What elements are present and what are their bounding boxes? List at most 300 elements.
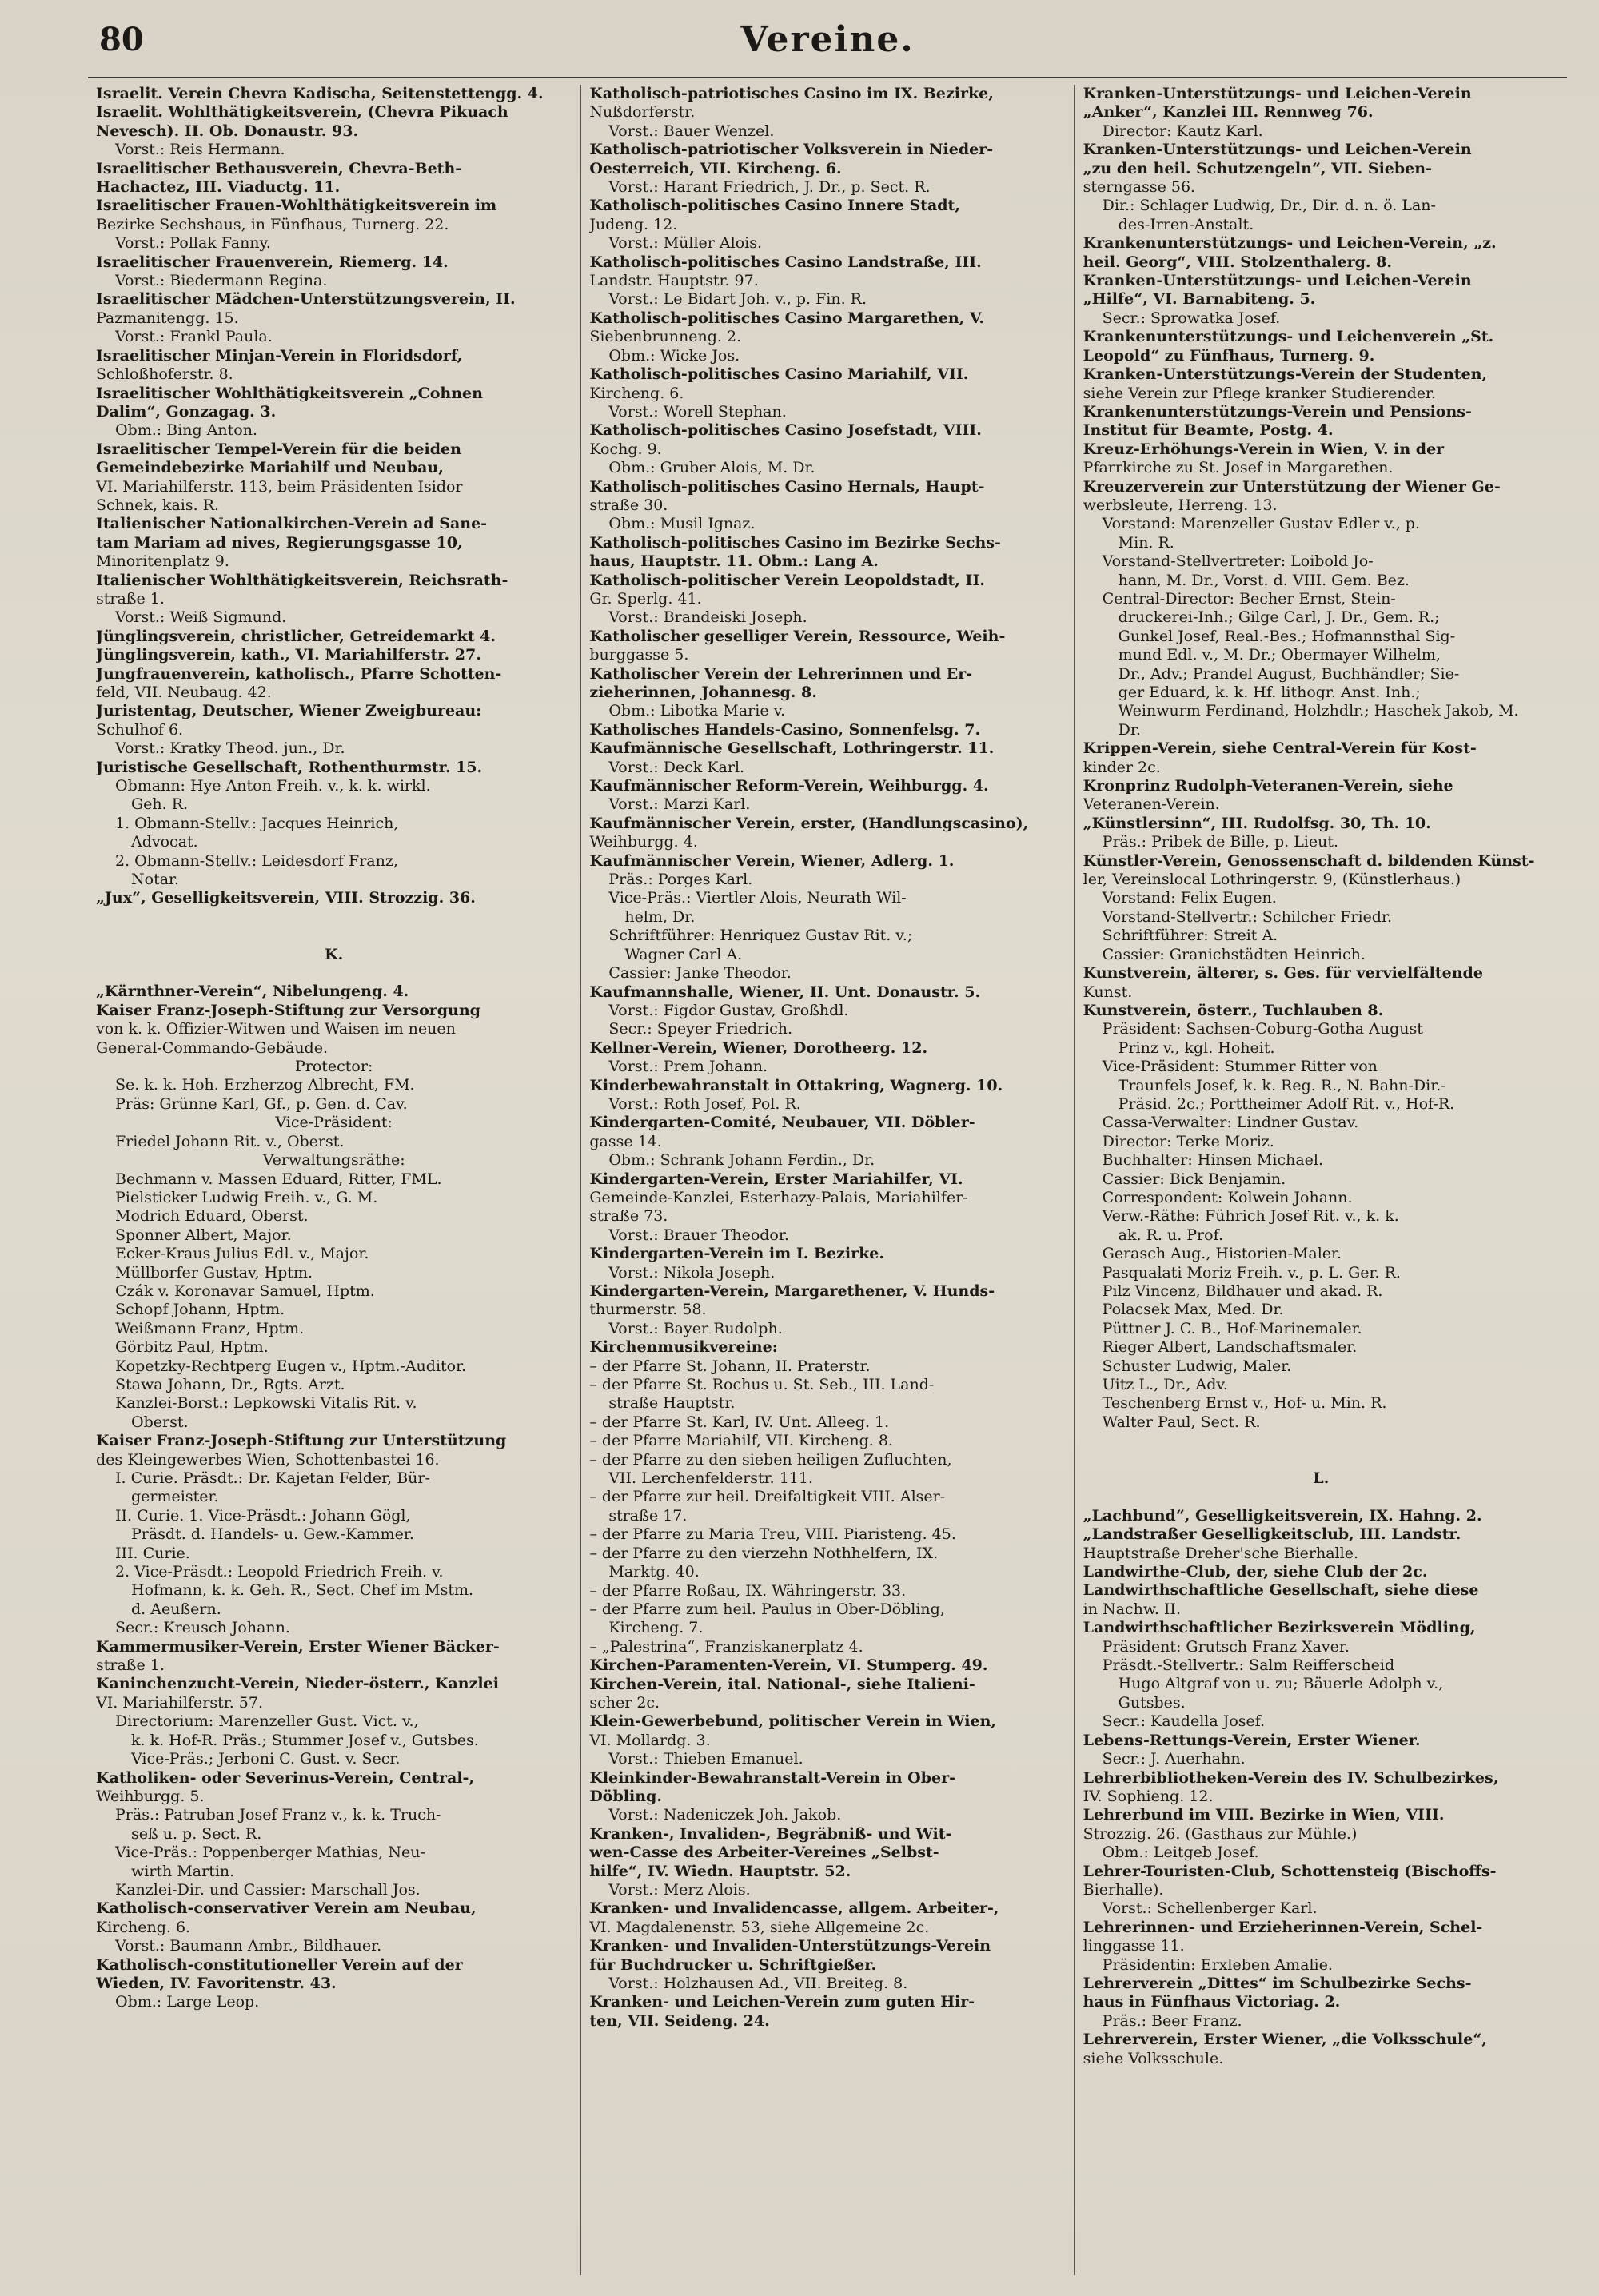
entry-line: Vorst.: Schellenberger Karl. bbox=[1102, 1899, 1318, 1918]
entry-line: Director: Terke Moriz. bbox=[1102, 1132, 1274, 1150]
entry-line: Dir.: Schlager Ludwig, Dr., Dir. d. n. ö. Lan- bbox=[1102, 197, 1436, 215]
entry-line: Hofmann, k. k. Geh. R., Sect. Chef im Mstm. bbox=[131, 1581, 474, 1600]
entry-line: ak. R. u. Prof. bbox=[1118, 1226, 1223, 1244]
entry-line: Vorstand-Stellvertreter: Loibold Jo- bbox=[1102, 552, 1374, 571]
entry-line: Geh. R. bbox=[131, 795, 189, 814]
entry-heading: für Buchdrucker u. Schriftgießer. bbox=[589, 1955, 877, 1974]
entry-line: VI. Magdalenenstr. 53, siehe Allgemeine 2c. bbox=[589, 1918, 930, 1936]
entry-line: Weihburgg. 5. bbox=[96, 1787, 205, 1805]
entry-line: Siebenbrunneng. 2. bbox=[589, 328, 742, 346]
entry-heading: „Anker“, Kanzlei III. Rennweg 76. bbox=[1083, 103, 1374, 122]
entry-line: Obm.: Wicke Jos. bbox=[608, 346, 740, 365]
entry-line: Stawa Johann, Dr., Rgts. Arzt. bbox=[115, 1375, 345, 1393]
entry-line: Uitz L., Dr., Adv. bbox=[1102, 1376, 1228, 1394]
entry-line: Bechmann v. Massen Eduard, Ritter, FML. bbox=[115, 1170, 442, 1188]
entry-heading: Wieden, IV. Favoritenstr. 43. bbox=[96, 1974, 337, 1992]
entry-heading: Kunstverein, älterer, s. Ges. für vervielfältende bbox=[1083, 964, 1483, 983]
entry-line: Gunkel Josef, Real.-Bes.; Hofmannsthal Sig- bbox=[1118, 627, 1456, 645]
entry-line: Kircheng. 6. bbox=[589, 384, 684, 402]
entry-line: General-Commando-Gebäude. bbox=[96, 1038, 329, 1057]
entry-line: Modrich Eduard, Oberst. bbox=[115, 1207, 309, 1226]
spacer bbox=[96, 908, 572, 927]
entry-heading: Katholisch-politisches Casino Innere Stadt, bbox=[589, 197, 960, 215]
entry-heading: Oesterreich, VII. Kircheng. 6. bbox=[589, 159, 842, 177]
entry-line: – „Palestrina“, Franziskanerplatz 4. bbox=[589, 1637, 863, 1656]
entry-line: Ecker-Kraus Julius Edl. v., Major. bbox=[115, 1245, 369, 1263]
entry-line: Min. R. bbox=[1118, 533, 1174, 552]
entry-heading: Landwirthe-Club, der, siehe Club der 2c. bbox=[1083, 1563, 1428, 1581]
entry-line: k. k. Hof-R. Präs.; Stummer Josef v., Gutsbes. bbox=[131, 1731, 479, 1749]
entry-line: Präs: Grünne Karl, Gf., p. Gen. d. Cav. bbox=[115, 1094, 408, 1113]
entry-line: straße 30. bbox=[589, 496, 668, 514]
entry-line: Vorst.: Bauer Wenzel. bbox=[608, 122, 775, 140]
entry-line: Präs.: Porges Karl. bbox=[608, 871, 753, 889]
entry-heading: Kaufmännischer Verein, Wiener, Adlerg. 1. bbox=[589, 851, 955, 870]
entry-line: Landstr. Hauptstr. 97. bbox=[589, 272, 759, 290]
entry-heading: Kaiser Franz-Joseph-Stiftung zur Versorgung bbox=[96, 1001, 480, 1019]
entry-line: Hugo Altgraf von u. zu; Bäuerle Adolph v., bbox=[1118, 1675, 1444, 1693]
entry-line: Kopetzky-Rechtperg Eugen v., Hptm.-Auditor. bbox=[115, 1357, 467, 1375]
entry-line: Minoritenplatz 9. bbox=[96, 552, 229, 571]
entry-heading: Lehrerverein, Erster Wiener, „die Volksschule“, bbox=[1083, 2031, 1487, 2049]
entry-line: Pielsticker Ludwig Freih. v., G. M. bbox=[115, 1188, 378, 1206]
entry-line: Cassier: Janke Theodor. bbox=[608, 964, 792, 983]
entry-line: Veteranen-Verein. bbox=[1083, 795, 1220, 814]
entry-line: Vorst.: Merz Alois. bbox=[608, 1881, 751, 1899]
entry-line: druckerei-Inh.; Gilge Carl, J. Dr., Gem. R.; bbox=[1118, 608, 1440, 627]
entry-heading: Kranken-Unterstützungs- und Leichen-Verein bbox=[1083, 85, 1472, 102]
entry-heading: Israelitischer Frauen-Wohlthätigkeitsverein im bbox=[96, 197, 497, 215]
entry-heading: Kindergarten-Verein, Margarethener, V. Hunds- bbox=[589, 1282, 995, 1300]
entry-line: Obm.: Leitgeb Josef. bbox=[1102, 1844, 1259, 1862]
entry-heading: Kunstverein, österr., Tuchlauben 8. bbox=[1083, 1001, 1384, 1019]
entry-heading: Kaufmännische Gesellschaft, Lothringerstr. 11. bbox=[589, 739, 995, 758]
entry-line: – der Pfarre zu Maria Treu, VIII. Piaristeng. 45. bbox=[589, 1525, 956, 1544]
entry-heading: Kellner-Verein, Wiener, Dorotheerg. 12. bbox=[589, 1038, 928, 1057]
entry-line: Vorst.: Müller Alois. bbox=[608, 234, 763, 253]
entry-heading: ten, VII. Seideng. 24. bbox=[589, 2011, 770, 2030]
entry-line: Cassier: Bick Benjamin. bbox=[1102, 1170, 1286, 1188]
entry-line: burggasse 5. bbox=[589, 646, 689, 664]
entry-line: straße 1. bbox=[96, 589, 165, 608]
spacer bbox=[1083, 1432, 1559, 1450]
entry-line: VI. Mollardg. 3. bbox=[589, 1731, 711, 1749]
entry-line: Hauptstraße Dreher'sche Bierhalle. bbox=[1083, 1544, 1358, 1562]
entry-line: Secr.: Sprowatka Josef. bbox=[1102, 309, 1281, 327]
entry-line: Präsidentin: Erxleben Amalie. bbox=[1102, 1955, 1333, 1974]
entry-line: Obmann: Hye Anton Freih. v., k. k. wirkl. bbox=[115, 777, 431, 795]
entry-line: – der Pfarre zu den sieben heiligen Zufluchten, bbox=[589, 1450, 952, 1469]
entry-heading: „Landstraßer Geselligkeitsclub, III. Landstr. bbox=[1083, 1525, 1461, 1544]
entry-line: Kunst. bbox=[1083, 983, 1133, 1001]
entry-line: Judeng. 12. bbox=[589, 215, 678, 233]
entry-line: Vice-Präs.: Viertler Alois, Neurath Wil- bbox=[608, 889, 907, 907]
entry-line: Schloßhoferstr. 8. bbox=[96, 365, 233, 384]
entry-line: Vorstand-Stellvertr.: Schilcher Friedr. bbox=[1102, 907, 1392, 926]
entry-heading: Kranken- und Leichen-Verein zum guten Hir- bbox=[589, 1993, 975, 2011]
entry-line: in Nachw. II. bbox=[1083, 1600, 1181, 1618]
subheading: Vice-Präsident: bbox=[275, 1114, 393, 1132]
entry-line: IV. Sophieng. 12. bbox=[1083, 1787, 1214, 1805]
entry-line: von k. k. Offizier-Witwen und Waisen im neuen bbox=[96, 1020, 456, 1038]
entry-heading: Lehrerbund im VIII. Bezirke in Wien, VIII. bbox=[1083, 1806, 1445, 1824]
entry-line: Vorstand: Felix Eugen. bbox=[1102, 889, 1277, 907]
entry-line: Görbitz Paul, Hptm. bbox=[115, 1338, 269, 1357]
entry-heading: Katholisch-politisches Casino Margarethen, V. bbox=[589, 309, 984, 327]
entry-line: Schulhof 6. bbox=[96, 720, 184, 739]
entry-line: scher 2c. bbox=[589, 1693, 660, 1712]
entry-heading: tam Mariam ad nives, Regierungsgasse 10, bbox=[96, 533, 463, 552]
entry-line: Schuster Ludwig, Maler. bbox=[1102, 1357, 1292, 1375]
entry-heading: Lehrer-Touristen-Club, Schottensteig (Bischoffs- bbox=[1083, 1862, 1497, 1880]
entry-line: Vorst.: Biedermann Regina. bbox=[115, 272, 328, 290]
entry-line: Dr., Adv.; Prandel August, Buchhändler; Sie- bbox=[1118, 664, 1460, 683]
entry-line: mund Edl. v., M. Dr.; Obermayer Wilhelm, bbox=[1118, 646, 1441, 664]
entry-heading: Kinderbewahranstalt in Ottakring, Wagnerg. 10. bbox=[589, 1076, 1003, 1094]
entry-line: thurmerstr. 58. bbox=[589, 1301, 707, 1319]
entry-heading: Kirchen-Verein, ital. National-, siehe Italieni- bbox=[589, 1675, 975, 1693]
entry-line: – der Pfarre Mariahilf, VII. Kircheng. 8. bbox=[589, 1432, 893, 1450]
entry-heading: Lebens-Rettungs-Verein, Erster Wiener. bbox=[1083, 1731, 1421, 1749]
entry-line: – der Pfarre zum heil. Paulus in Ober-Döbling, bbox=[589, 1600, 945, 1618]
entry-heading: Israelitischer Mädchen-Unterstützungsverein, II. bbox=[96, 290, 516, 309]
entry-line: linggasse 11. bbox=[1083, 1937, 1185, 1955]
entry-line: Directorium: Marenzeller Gust. Vict. v., bbox=[115, 1712, 419, 1731]
entry-line: Schnek, kais. R. bbox=[96, 496, 220, 514]
entry-heading: Krippen-Verein, siehe Central-Verein für Kost- bbox=[1083, 739, 1477, 758]
entry-line: Kanzlei-Dir. und Cassier: Marschall Jos. bbox=[115, 1880, 421, 1899]
text-columns bbox=[88, 85, 1567, 2275]
entry-heading: wen-Casse des Arbeiter-Vereines „Selbst- bbox=[589, 1844, 939, 1862]
entry-line: III. Curie. bbox=[115, 1544, 190, 1562]
entry-heading: „Kärnthner-Verein“, Nibelungeng. 4. bbox=[96, 983, 409, 1001]
entry-heading: Leopold“ zu Fünfhaus, Turnerg. 9. bbox=[1083, 346, 1375, 365]
entry-line: Czák v. Koronavar Samuel, Hptm. bbox=[115, 1282, 375, 1300]
entry-heading: Israelitischer Tempel-Verein für die beiden bbox=[96, 440, 461, 458]
entry-heading: Katholisch-conservativer Verein am Neubau, bbox=[96, 1899, 477, 1918]
entry-heading: Israelit. Verein Chevra Kadischa, Seitenstettengg. 4. bbox=[96, 85, 544, 102]
entry-line: – der Pfarre St. Rochus u. St. Seb., III. Land- bbox=[589, 1376, 935, 1394]
entry-line: Advocat. bbox=[131, 833, 198, 851]
entry-line: Vorst.: Holzhausen Ad., VII. Breiteg. 8. bbox=[608, 1975, 908, 1993]
entry-heading: hilfe“, IV. Wiedn. Hauptstr. 52. bbox=[589, 1862, 851, 1880]
entry-heading: Katholisch-patriotischer Volksverein in Nieder- bbox=[589, 141, 994, 159]
entry-line: Pfarrkirche zu St. Josef in Margarethen. bbox=[1083, 459, 1394, 477]
entry-line: ler, Vereinslocal Lothringerstr. 9, (Künstlerhaus.) bbox=[1083, 871, 1461, 889]
entry-heading: Kirchenmusikvereine: bbox=[589, 1338, 778, 1357]
entry-line: des Kleingewerbes Wien, Schottenbastei 16. bbox=[96, 1450, 440, 1469]
entry-line: Prinz v., kgl. Hoheit. bbox=[1118, 1038, 1275, 1057]
entry-line: Pilz Vincenz, Bildhauer und akad. R. bbox=[1102, 1282, 1383, 1300]
entry-line: Secr.: J. Auerhahn. bbox=[1102, 1750, 1246, 1768]
entry-heading: Kleinkinder-Bewahranstalt-Verein in Ober- bbox=[589, 1768, 955, 1787]
entry-line: Marktg. 40. bbox=[608, 1563, 700, 1581]
entry-line: Präsident: Grutsch Franz Xaver. bbox=[1102, 1637, 1350, 1656]
entry-heading: Jünglingsverein, christlicher, Getreidemarkt 4. bbox=[96, 627, 496, 645]
entry-heading: Israelitischer Minjan-Verein in Floridsdorf, bbox=[96, 346, 463, 365]
entry-heading: Katholisches Handels-Casino, Sonnenfelsg. 7. bbox=[589, 720, 981, 739]
entry-heading: Dalim“, Gonzagag. 3. bbox=[96, 402, 277, 421]
entry-line: Vorst.: Brauer Theodor. bbox=[608, 1226, 789, 1244]
entry-heading: Kaufmännischer Verein, erster, (Handlungscasino), bbox=[589, 814, 1029, 832]
entry-line: Gerasch Aug., Historien-Maler. bbox=[1102, 1245, 1342, 1263]
entry-heading: „Jux“, Geselligkeitsverein, VIII. Strozzig. 36. bbox=[96, 889, 476, 907]
entry-heading: Katholisch-constitutioneller Verein auf der bbox=[96, 1955, 463, 1974]
entry-line: Vorst.: Kratky Theod. jun., Dr. bbox=[115, 739, 345, 758]
entry-heading: „Lachbund“, Geselligkeitsverein, IX. Hahng. 2. bbox=[1083, 1506, 1482, 1525]
page-number: 80 bbox=[99, 21, 144, 58]
entry-heading: heil. Georg“, VIII. Stolzenthalerg. 8. bbox=[1083, 253, 1392, 271]
entry-heading: Kaninchenzucht-Verein, Nieder-österr., Kanzlei bbox=[96, 1675, 499, 1693]
entry-line: straße 73. bbox=[589, 1207, 668, 1226]
entry-heading: Katholisch-politischer Verein Leopoldstadt, II. bbox=[589, 571, 985, 589]
entry-line: Vorstand: Marenzeller Gustav Edler v., p. bbox=[1102, 515, 1421, 533]
entry-line: Vorst.: Le Bidart Joh. v., p. Fin. R. bbox=[608, 290, 867, 309]
entry-line: straße 1. bbox=[96, 1656, 165, 1675]
entry-heading: Künstler-Verein, Genossenschaft d. bildenden Künst- bbox=[1083, 851, 1535, 870]
entry-line: Kanzlei-Borst.: Lepkowski Vitalis Rit. v. bbox=[115, 1394, 417, 1413]
entry-line: feld, VII. Neubaug. 42. bbox=[96, 684, 272, 701]
entry-line: Dr. bbox=[1118, 720, 1141, 739]
entry-line: Präs.: Pribek de Bille, p. Lieut. bbox=[1102, 833, 1339, 851]
entry-line: Müllborfer Gustav, Hptm. bbox=[115, 1263, 313, 1282]
entry-line: Oberst. bbox=[131, 1413, 189, 1431]
section-letter: K. bbox=[325, 945, 344, 963]
spacer bbox=[1083, 1488, 1559, 1506]
entry-line: werbsleute, Herreng. 13. bbox=[1083, 496, 1278, 514]
entry-line: siehe Verein zur Pflege kranker Studierender. bbox=[1083, 384, 1437, 402]
entry-line: Gr. Sperlg. 41. bbox=[589, 589, 702, 608]
entry-line: Teschenberg Ernst v., Hof- u. Min. R. bbox=[1102, 1394, 1387, 1413]
entry-line: Schriftführer: Streit A. bbox=[1102, 927, 1278, 945]
entry-heading: Katholisch-patriotisches Casino im IX. Bezirke, bbox=[589, 85, 994, 102]
entry-line: seß u. p. Sect. R. bbox=[131, 1824, 262, 1843]
entry-line: Sponner Albert, Major. bbox=[115, 1226, 292, 1244]
entry-line: Strozzig. 26. (Gasthaus zur Mühle.) bbox=[1083, 1824, 1358, 1843]
entry-heading: Katholiken- oder Severinus-Verein, Central-, bbox=[96, 1768, 475, 1787]
entry-line: Buchhalter: Hinsen Michael. bbox=[1102, 1151, 1324, 1170]
entry-line: Vorst.: Reis Hermann. bbox=[115, 141, 285, 159]
entry-heading: haus in Fünfhaus Victoriag. 2. bbox=[1083, 1993, 1341, 2011]
column-left bbox=[88, 85, 580, 2275]
entry-line: siehe Volksschule. bbox=[1083, 2049, 1224, 2067]
entry-line: Central-Director: Becher Ernst, Stein- bbox=[1102, 589, 1396, 608]
column-middle bbox=[580, 85, 1073, 2275]
entry-line: Präsdt.-Stellvertr.: Salm Reifferscheid bbox=[1102, 1656, 1395, 1675]
entry-line: Traunfels Josef, k. k. Reg. R., N. Bahn-Dir.- bbox=[1118, 1076, 1446, 1094]
entry-line: Weihburgg. 4. bbox=[589, 833, 698, 851]
entry-line: Weißmann Franz, Hptm. bbox=[115, 1319, 305, 1337]
entry-line: Kircheng. 6. bbox=[96, 1918, 191, 1936]
entry-line: hann, M. Dr., Vorst. d. VIII. Gem. Bez. bbox=[1118, 571, 1410, 589]
entry-line: Vorst.: Marzi Karl. bbox=[608, 795, 751, 814]
entry-line: – der Pfarre zu den vierzehn Nothhelfern, IX. bbox=[589, 1544, 939, 1562]
entry-heading: Israelitischer Bethausverein, Chevra-Beth- bbox=[96, 159, 462, 177]
entry-line: 2. Vice-Präsdt.: Leopold Friedrich Freih. v. bbox=[115, 1563, 444, 1581]
entry-heading: zieherinnen, Johannesg. 8. bbox=[589, 684, 817, 701]
entry-line: Präsident: Sachsen-Coburg-Gotha August bbox=[1102, 1020, 1423, 1038]
entry-heading: Juristische Gesellschaft, Rothenthurmstr. 15. bbox=[96, 758, 483, 776]
entry-heading: Kaufmannshalle, Wiener, II. Unt. Donaustr. 5. bbox=[589, 983, 981, 1001]
entry-line: Walter Paul, Sect. R. bbox=[1102, 1413, 1261, 1431]
entry-heading: Krankenunterstützungs- und Leichenverein „St. bbox=[1083, 328, 1494, 346]
entry-heading: Katholisch-politisches Casino Josefstadt, VIII. bbox=[589, 421, 982, 440]
entry-heading: Kirchen-Paramenten-Verein, VI. Stumperg. 49. bbox=[589, 1656, 988, 1675]
entry-line: – der Pfarre zur heil. Dreifaltigkeit VIII. Alser- bbox=[589, 1488, 946, 1506]
entry-line: Präsid. 2c.; Porttheimer Adolf Rit. v., Hof-R. bbox=[1118, 1094, 1455, 1113]
entry-heading: Landwirthschaftlicher Bezirksverein Mödling, bbox=[1083, 1619, 1476, 1637]
entry-heading: Hachactez, III. Viaductg. 11. bbox=[96, 178, 341, 197]
entry-line: Vorst.: Frankl Paula. bbox=[115, 328, 273, 346]
entry-heading: Katholisch-politisches Casino im Bezirke Sechs- bbox=[589, 533, 1001, 552]
entry-line: Vorst.: Roth Josef, Pol. R. bbox=[608, 1094, 801, 1113]
entry-heading: Kaufmännischer Reform-Verein, Weihburgg. 4. bbox=[589, 777, 989, 795]
page-header bbox=[88, 14, 1567, 78]
entry-line: gasse 14. bbox=[589, 1132, 662, 1150]
section-letter: L. bbox=[1313, 1469, 1330, 1488]
entry-line: kinder 2c. bbox=[1083, 758, 1161, 776]
entry-line: VI. Mariahilferstr. 113, beim Präsidenten Isidor bbox=[96, 477, 463, 496]
entry-line: Polacsek Max, Med. Dr. bbox=[1102, 1301, 1284, 1319]
column-right bbox=[1074, 85, 1567, 2275]
entry-line: des-Irren-Anstalt. bbox=[1118, 215, 1254, 233]
entry-line: Cassa-Verwalter: Lindner Gustav. bbox=[1102, 1114, 1359, 1132]
entry-heading: Kranken-, Invaliden-, Begräbniß- und Wit- bbox=[589, 1824, 952, 1843]
entry-line: Pasqualati Moriz Freih. v., p. L. Ger. R. bbox=[1102, 1263, 1401, 1282]
entry-line: Obm.: Musil Ignaz. bbox=[608, 515, 756, 533]
entry-line: Bierhalle). bbox=[1083, 1880, 1164, 1899]
spacer bbox=[96, 927, 572, 945]
entry-heading: Jungfrauenverein, katholisch., Pfarre Schotten- bbox=[96, 664, 502, 683]
entry-heading: Kreuz-Erhöhungs-Verein in Wien, V. in der bbox=[1083, 440, 1445, 458]
entry-line: Obm.: Large Leop. bbox=[115, 1993, 260, 2011]
entry-line: sterngasse 56. bbox=[1083, 178, 1196, 197]
entry-heading: Kammermusiker-Verein, Erster Wiener Bäcker- bbox=[96, 1637, 500, 1656]
entry-line: Kircheng. 7. bbox=[608, 1619, 704, 1637]
entry-line: Vice-Präsident: Stummer Ritter von bbox=[1102, 1058, 1378, 1076]
entry-heading: „zu den heil. Schutzengeln“, VII. Sieben- bbox=[1083, 159, 1432, 177]
entry-line: Vorst.: Thieben Emanuel. bbox=[608, 1750, 803, 1768]
entry-line: Vorst.: Deck Karl. bbox=[608, 758, 745, 776]
entry-line: Friedel Johann Rit. v., Oberst. bbox=[115, 1132, 345, 1150]
entry-line: – der Pfarre St. Johann, II. Praterstr. bbox=[589, 1357, 871, 1375]
entry-heading: Institut für Beamte, Postg. 4. bbox=[1083, 421, 1334, 440]
entry-line: Vorst.: Baumann Ambr., Bildhauer. bbox=[115, 1937, 382, 1955]
entry-line: wirth Martin. bbox=[131, 1862, 235, 1880]
entry-line: Vice-Präs.; Jerboni C. Gust. v. Secr. bbox=[131, 1750, 401, 1768]
entry-line: Vorst.: Nadeniczek Joh. Jakob. bbox=[608, 1806, 842, 1824]
entry-line: Verw.-Räthe: Führich Josef Rit. v., k. k. bbox=[1102, 1207, 1399, 1226]
entry-line: Präs.: Patruban Josef Franz v., k. k. Truch- bbox=[115, 1806, 441, 1824]
entry-heading: Lehrerbibliotheken-Verein des IV. Schulbezirkes, bbox=[1083, 1768, 1499, 1787]
entry-line: – der Pfarre Roßau, IX. Währingerstr. 33. bbox=[589, 1581, 907, 1600]
entry-line: Correspondent: Kolwein Johann. bbox=[1102, 1188, 1353, 1206]
entry-line: Vorst.: Harant Friedrich, J. Dr., p. Sect. R. bbox=[608, 178, 931, 197]
entry-heading: Kranken- und Invalidencasse, allgem. Arbeiter-, bbox=[589, 1899, 999, 1918]
entry-line: Obm.: Schrank Johann Ferdin., Dr. bbox=[608, 1151, 875, 1170]
entry-line: Vice-Präs.: Poppenberger Mathias, Neu- bbox=[115, 1844, 425, 1862]
entry-line: straße Hauptstr. bbox=[608, 1394, 736, 1413]
entry-line: Vorst.: Nikola Joseph. bbox=[608, 1263, 776, 1282]
entry-line: Pazmanitengg. 15. bbox=[96, 309, 239, 327]
entry-line: Secr.: Speyer Friedrich. bbox=[608, 1020, 793, 1038]
entry-line: Director: Kautz Karl. bbox=[1102, 122, 1263, 140]
entry-heading: Katholisch-politisches Casino Landstraße, III. bbox=[589, 253, 982, 271]
entry-line: ger Eduard, k. k. Hf. lithogr. Anst. Inh.; bbox=[1118, 684, 1421, 701]
entry-line: Gutsbes. bbox=[1118, 1693, 1186, 1712]
entry-line: Wagner Carl A. bbox=[624, 945, 743, 963]
entry-line: Schriftführer: Henriquez Gustav Rit. v.; bbox=[608, 927, 913, 945]
entry-line: Präsdt. d. Handels- u. Gew.-Kammer. bbox=[131, 1525, 414, 1544]
entry-line: II. Curie. 1. Vice-Präsdt.: Johann Gögl, bbox=[115, 1506, 411, 1525]
entry-heading: Krankenunterstützungs-Verein und Pensions- bbox=[1083, 402, 1472, 421]
entry-line: Obm.: Bing Anton. bbox=[115, 421, 258, 440]
entry-line: Püttner J. C. B., Hof-Marinemaler. bbox=[1102, 1319, 1362, 1337]
entry-line: Vorst.: Figdor Gustav, Großhdl. bbox=[608, 1001, 849, 1019]
entry-line: 1. Obmann-Stellv.: Jacques Heinrich, bbox=[115, 814, 399, 832]
entry-heading: Italienischer Nationalkirchen-Verein ad Sane- bbox=[96, 515, 488, 533]
entry-line: Secr.: Kaudella Josef. bbox=[1102, 1712, 1266, 1731]
entry-heading: Katholisch-politisches Casino Hernals, Haupt- bbox=[589, 477, 985, 496]
entry-heading: „Hilfe“, VI. Barnabiteng. 5. bbox=[1083, 290, 1316, 309]
entry-line: Bezirke Sechshaus, in Fünfhaus, Turnerg. 22. bbox=[96, 215, 449, 233]
entry-line: – der Pfarre St. Karl, IV. Unt. Alleeg. 1. bbox=[589, 1413, 890, 1431]
entry-line: Gemeinde-Kanzlei, Esterhazy-Palais, Mariahilfer- bbox=[589, 1188, 968, 1206]
entry-line: Vorst.: Prem Johann. bbox=[608, 1058, 768, 1076]
entry-heading: Landwirthschaftliche Gesellschaft, siehe diese bbox=[1083, 1581, 1479, 1600]
entry-line: Kochg. 9. bbox=[589, 440, 662, 458]
entry-line: Nußdorferstr. bbox=[589, 103, 696, 122]
entry-heading: Kronprinz Rudolph-Veteranen-Verein, siehe bbox=[1083, 777, 1453, 795]
entry-line: Vorst.: Bayer Rudolph. bbox=[608, 1319, 783, 1337]
entry-heading: Kindergarten-Comité, Neubauer, VII. Döbler- bbox=[589, 1114, 975, 1132]
entry-heading: Lehrerinnen- und Erzieherinnen-Verein, Schel- bbox=[1083, 1918, 1483, 1936]
entry-heading: Klein-Gewerbebund, politischer Verein in Wien, bbox=[589, 1712, 997, 1731]
entry-line: Schopf Johann, Hptm. bbox=[115, 1301, 285, 1319]
entry-line: Obm.: Libotka Marie v. bbox=[608, 702, 786, 720]
entry-line: I. Curie. Präsdt.: Dr. Kajetan Felder, Bür- bbox=[115, 1469, 430, 1488]
entry-heading: Nevesch). II. Ob. Donaustr. 93. bbox=[96, 122, 359, 140]
entry-heading: Kaiser Franz-Joseph-Stiftung zur Unterstützung bbox=[96, 1432, 507, 1450]
entry-line: Obm.: Gruber Alois, M. Dr. bbox=[608, 459, 815, 477]
entry-heading: Kranken-Unterstützungs- und Leichen-Verein bbox=[1083, 272, 1472, 290]
subheading: Verwaltungsräthe: bbox=[262, 1151, 405, 1170]
entry-line: Vorst.: Pollak Fanny. bbox=[115, 234, 271, 253]
entry-line: Vorst.: Worell Stephan. bbox=[608, 402, 787, 421]
entry-line: straße 17. bbox=[608, 1506, 688, 1525]
entry-line: Vorst.: Weiß Sigmund. bbox=[115, 608, 287, 627]
entry-heading: Israelitischer Frauenverein, Riemerg. 14. bbox=[96, 253, 449, 271]
subheading: Protector: bbox=[294, 1058, 373, 1076]
entry-heading: Israelitischer Wohlthätigkeitsverein „Cohnen bbox=[96, 384, 483, 402]
entry-heading: Kreuzerverein zur Unterstützung der Wiener Ge- bbox=[1083, 477, 1501, 496]
entry-heading: Krankenunterstützungs- und Leichen-Verein, „z. bbox=[1083, 234, 1497, 253]
entry-heading: haus, Hauptstr. 11. Obm.: Lang A. bbox=[589, 552, 879, 571]
entry-heading: Katholischer Verein der Lehrerinnen und Er- bbox=[589, 664, 973, 683]
entry-heading: Döbling. bbox=[589, 1787, 662, 1805]
entry-line: Cassier: Granichstädten Heinrich. bbox=[1102, 945, 1366, 963]
spacer bbox=[1083, 1451, 1559, 1469]
entry-line: Notar. bbox=[131, 871, 180, 889]
entry-line: Se. k. k. Hoh. Erzherzog Albrecht, FM. bbox=[115, 1076, 415, 1094]
entry-heading: Katholischer geselliger Verein, Ressource, Weih- bbox=[589, 627, 1006, 645]
entry-heading: Kranken- und Invaliden-Unterstützungs-Verein bbox=[589, 1937, 991, 1955]
spacer bbox=[96, 964, 572, 983]
page-title: Vereine. bbox=[740, 19, 915, 60]
entry-line: Präs.: Beer Franz. bbox=[1102, 2011, 1242, 2030]
entry-heading: „Künstlersinn“, III. Rudolfsg. 30, Th. 10. bbox=[1083, 814, 1431, 832]
entry-line: 2. Obmann-Stellv.: Leidesdorf Franz, bbox=[115, 851, 398, 870]
